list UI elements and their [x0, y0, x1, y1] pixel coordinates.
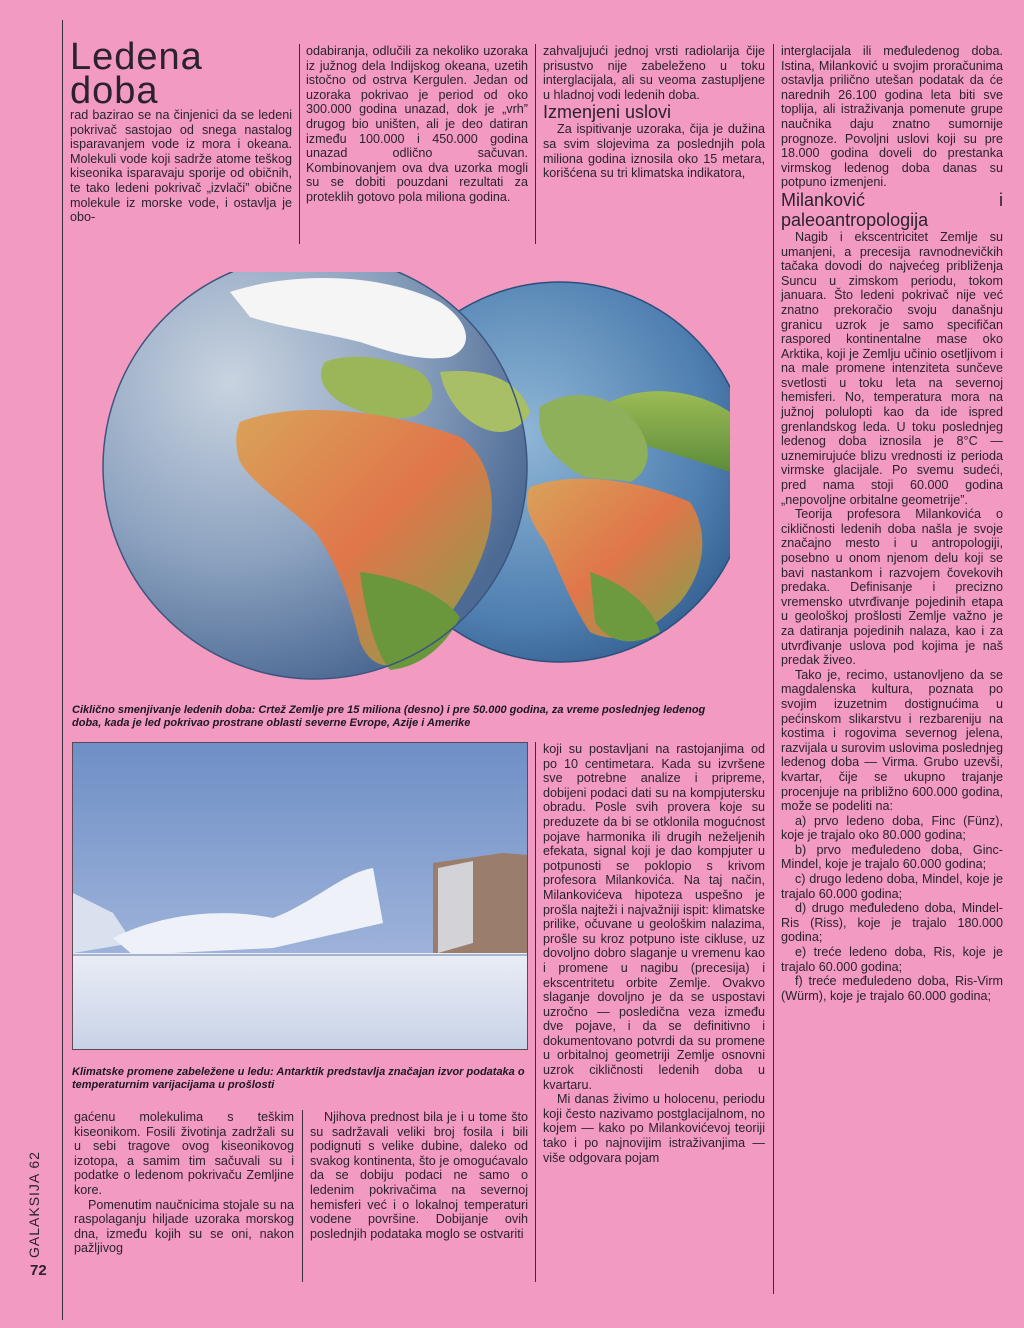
column-1-bottom [74, 1110, 294, 1256]
earth-globes-illustration [90, 272, 730, 682]
column-rule-1 [299, 44, 300, 244]
column-rule-5 [302, 1110, 303, 1282]
paragraph: Teorija profesora Milankovića o cikličnosti ledenih doba našla je svoje značajno mesto i u antropologiji, posebno u onom njenom delu koji se bavi nastankom i razvojem čovekovih predaka. Definisanje i precizno vremensko utvrđivanje pojedinih etapa u geološkoj prošlosti Zemlje važno je za datiranja pojedinih nalaza, kao i za utvrđivanje uslova pod kojima je naš predak živeo. [781, 507, 1003, 668]
paragraph: Njihova prednost bila je i u tome što su sadržavali veliki broj fosila i bili podignuti s velike dubine, daleko od svakog kontinenta, što je omogućavalo da se dobiju podaci ne samo o ledenim pokrivačima na severnoj hemisferi već i o lokalnoj temperaturi vodene površine. Dobijanje ovih poslednjih podataka moglo se ostvariti [310, 1110, 528, 1241]
article-title [70, 36, 203, 112]
column-2-top [306, 44, 528, 205]
column-4 [781, 44, 1003, 1003]
section-heading: Milanković i paleoantropologija [781, 189, 1003, 230]
paragraph: odabiranja, odlučili za nekoliko uzoraka iz južnog dela Indijskog okeana, uzetih istočno od ostrva Kergulen. Jedan od uzoraka pokrivao je period od oko 300.000 godina unazad, dok je „vrh” drugog bio uništen, ali je deo datiran između 100.000 i 450.000 godina unazad odlično sačuvan. Kombinovanjem ova dva uzorka mogli su se dobiti pouzdani rezultati za proteklih gotovo pola miliona godina. [306, 44, 528, 204]
paragraph: zahvaljujući jednoj vrsti radiolarija čije prisustvo nije zabeleženo u toku interglacijala, ali su veoma zastupljene u hladnoj vodi ledenih doba. [543, 44, 765, 102]
title-line-1: Ledena [70, 36, 203, 78]
list-item: c) drugo ledeno doba, Mindel, koje je trajalo 60.000 godina; [781, 872, 1003, 901]
list-item: a) prvo ledeno doba, Finc (Fünz), koje je trajalo oko 80.000 godina; [781, 813, 1003, 843]
list-item: f) treće međuledeno doba, Ris-Virm (Würm), koje je trajalo 60.000 godina; [781, 974, 1003, 1003]
column-rule-left [62, 20, 63, 1320]
paragraph: Pomenutim naučnicima stojale su na raspolaganju hiljade uzoraka morskog dna, između kojih su se oni, nakon pažljivog [74, 1197, 294, 1256]
photo-caption: Klimatske promene zabeležene u ledu: Antarktik predstavlja značajan izvor podataka o temperaturnim varijacijama u prošlosti [72, 1066, 525, 1091]
column-rule-3 [773, 44, 774, 1294]
page-number: 72 [30, 1262, 47, 1279]
column-rule-2 [535, 44, 536, 244]
paragraph: gaćenu molekulima s teškim kiseonikom. Fosili životinja zadržali su u sebi tragove ovog kiseonikovog izotopa, a samim tim sačuvali su i podatke o ledenom pokrivaču Zemljine kore. [74, 1110, 294, 1197]
paragraph: Tako je, recimo, ustanovljeno da se magdalenska kultura, poznata po svojim izuzetnim dostignućima u pećinskom slikarstvu i rezbareniju na kostima i rogovima severnog jelena, razvijala u surovim uslovima poslednjeg ledenog doba — Virma. Grubo uzevši, kvartar, čije se ukupno trajanje procenjuje na približno 600.000 godina, može se podeliti na: [781, 667, 1003, 814]
list-item: d) drugo međuledeno doba, Mindel-Ris (Riss), koje je trajalo 180.000 godina; [781, 901, 1003, 945]
magazine-issue-label: GALAKSIJA 62 [26, 1151, 42, 1258]
list-item: b) prvo međuledeno doba, Ginc-Mindel, koje je trajalo 60.000 godina; [781, 842, 1003, 872]
paragraph: Nagib i ekscentricitet Zemlje su umanjeni, a precesija ravnodnevičkih tačaka dovodi do najvećeg približenja Suncu u zimskom periodu, tokom januara. Što ledeni pokrivač nije već znatno prekoračio svoju današnju granicu uzrok je samo specifičan raspored kontinentalne mase oko Arktika, koji je Zemlju učinio osetljivom i na male promene intenziteta sunčeve svetlosti u toku leta na severnoj hemisferi. No, temperatura mora na južnoj polulopti kao da ide ispred grenlandskog leda. U toku poslednjeg ledenog doba iznosila je 8°C — uznemirujuće blizu vrednosti iz perioda virmske glacijale. Po svemu sudeći, pred nama stoji 60.000 godina „nepovoljne orbitalne geometrije”. [781, 229, 1003, 507]
column-1-top [70, 108, 292, 225]
antarctic-ice-photo [72, 742, 528, 1050]
globes-caption: Ciklično smenjivanje ledenih doba: Crtež Zemlje pre 15 miliona (desno) i pre 50.000 godina, za vreme poslednjeg ledenog doba, kada je led pokrivao prostrane oblasti severne Evrope, Azije i Amerike [72, 704, 706, 729]
column-3-top [543, 44, 765, 181]
paragraph: Za ispitivanje uzoraka, čija je dužina sa svim slojevima za poslednjih pola miliona godina iznosila oko 15 metara, korišćena su tri klimatska indikatora, [543, 122, 765, 181]
ice-landscape-image [73, 743, 528, 1050]
section-heading: Izmenjeni uslovi [543, 102, 672, 123]
paragraph: rad bazirao se na činjenici da se ledeni pokrivač sastojao od snega nastalog isparavanjem vode iz mora i okeana. Molekuli vode koji sadrže atome teškog kiseonika isparavaju sporije od običnih, te tako ledeni pokrivač „izvlači” obične molekule iz morske vode, i ostavlja je obo- [70, 108, 292, 225]
column-rule-4 [535, 742, 536, 1282]
column-2-bottom [310, 1110, 528, 1241]
paragraph: Mi danas živimo u holocenu, periodu koji često nazivamo postglacijalnom, no kojem — kako po Milankovićevoj teoriji tako i po najnovijim istraživanjima — više odgovara pojam [543, 1092, 765, 1165]
column-3-bottom [543, 742, 765, 1165]
paragraph: interglacijala ili međuledenog doba. Istina, Milanković u svojim proračunima ostavlja prilično utešan podatak da će narednih 26.100 godina leta biti sve toplija, ali istraživanja pomenute grupe naučnika daju znatno sumornije prognoze. Povoljni uslovi koji su pre 18.000 godina doveli do prestanka virmskog ledenog doba danas su potpuno izmenjeni. [781, 44, 1003, 190]
list-item: e) treće ledeno doba, Ris, koje je trajalo 60.000 godina; [781, 945, 1003, 974]
paragraph: koji su postavljani na rastojanjima od po 10 centimetara. Kada su izvršene sve potrebne analize i pripreme, dobijeni podaci dati su na kompjutersku obradu. Posle svih provera koje su preduzete da bi se otklonila mogućnost pojave harmonika ili drugih neželjenih efekata, signal koji je dao kompjuter u potpunosti se poklopio s krivom profesora Milankovića. Na taj način, Milankovićeva hipoteza uspešno je prošla najteži i najvažniji ispit: klimatske prilike, očuvane u geološkim nalazima, prošle su kroz potpuno iste cikluse, uz dovoljno dobro slaganje u vremenu kao i promene u nagibu (precesija) i ekscentritetu orbite Zemlje. Ovakvo slaganje dovoljno je da se uspostavi uzročno — posledična veza između dve pojave, i da se definitivno i dokumentovano potvrdi da su promene u orbitalnoj geometriji Zemlje osnovni uzrok cikličnosti ledenih doba u kvartaru. [543, 742, 765, 1092]
title-line-2: doba [70, 70, 159, 112]
